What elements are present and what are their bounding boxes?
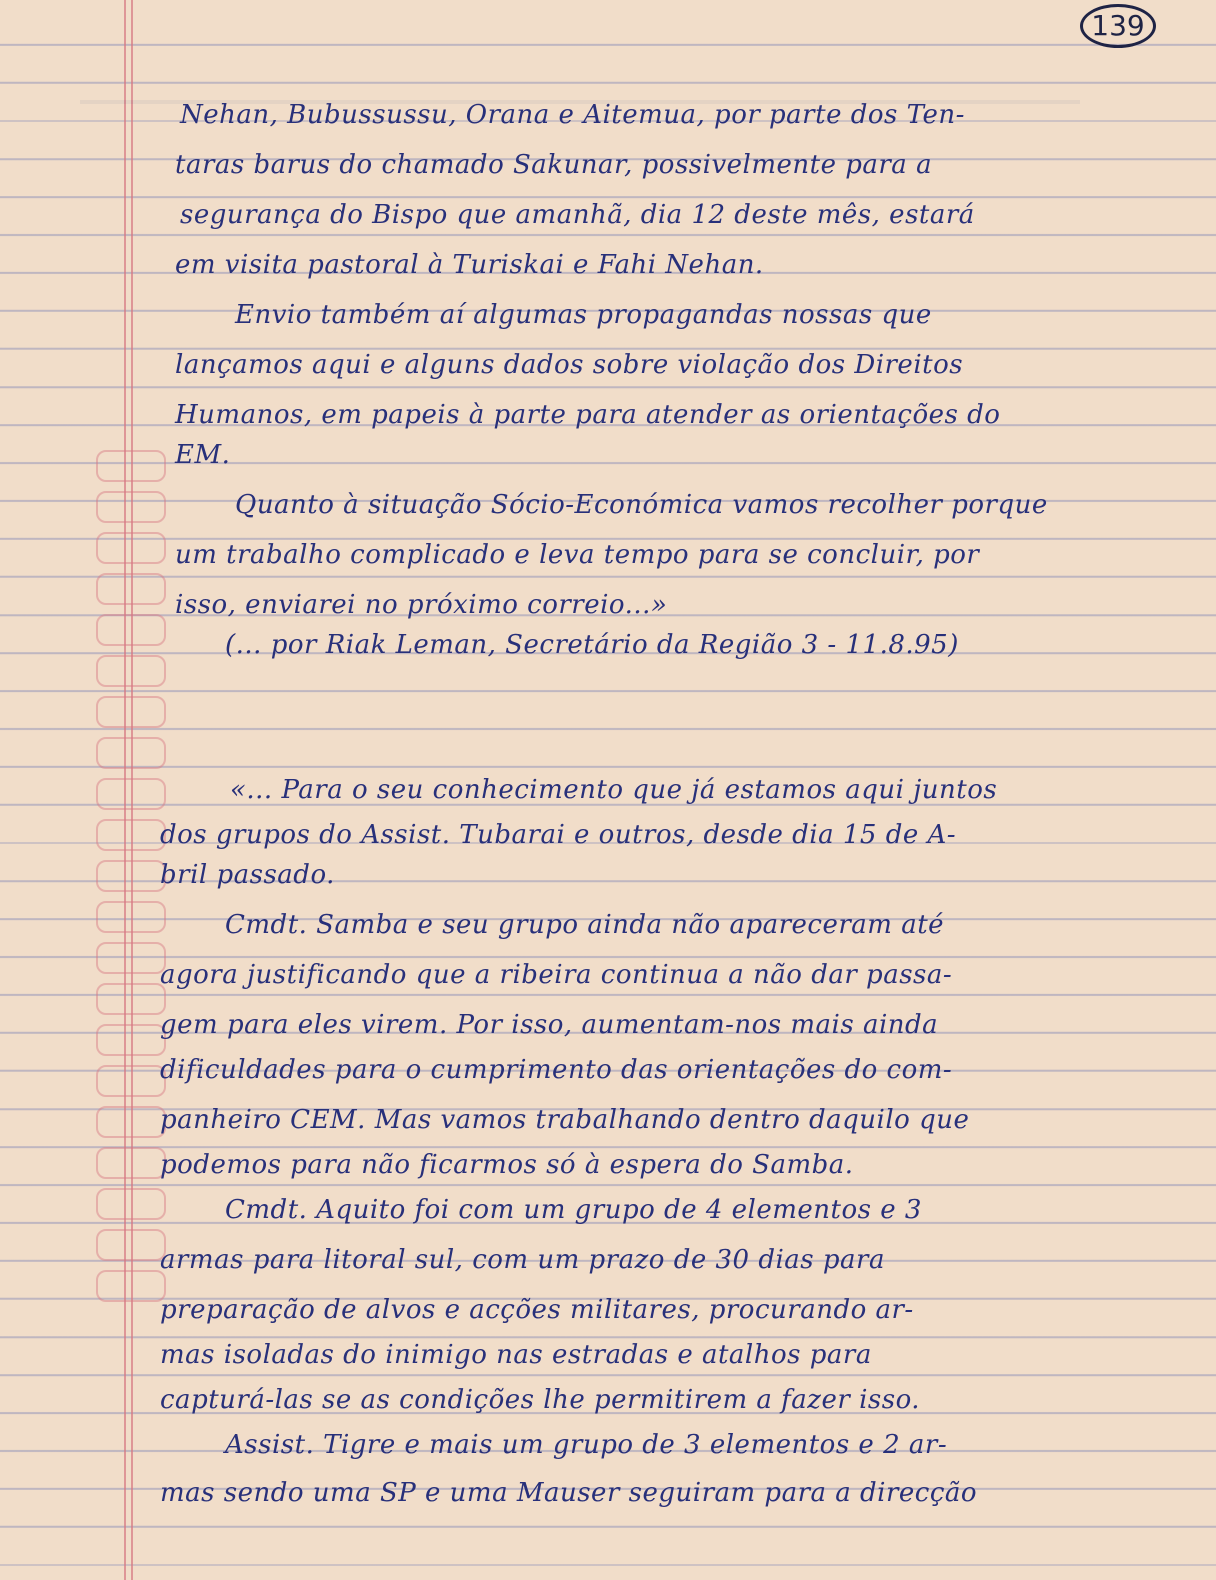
- handwritten-line: dificuldades para o cumprimento das orientações do com-: [160, 1055, 953, 1085]
- page-number: 139: [1080, 4, 1156, 48]
- handwritten-line: mas isoladas do inimigo nas estradas e atalhos para: [160, 1340, 872, 1370]
- handwritten-line: EM.: [175, 440, 231, 470]
- handwritten-line: panheiro CEM. Mas vamos trabalhando dentro daquilo que: [160, 1105, 970, 1135]
- margin-tab: [96, 1188, 166, 1220]
- handwritten-line: mas sendo uma SP e uma Mauser seguiram para a direcção: [160, 1478, 978, 1508]
- handwritten-line: preparação de alvos e acções militares, procurando ar-: [160, 1295, 914, 1325]
- margin-tab-strip: [96, 450, 166, 1311]
- margin-tab: [96, 1270, 166, 1302]
- margin-tab: [96, 450, 166, 482]
- margin-tab: [96, 1147, 166, 1179]
- handwritten-line: lançamos aqui e alguns dados sobre violação dos Direitos: [175, 350, 964, 380]
- handwritten-line: Envio também aí algumas propagandas nossas que: [235, 300, 932, 330]
- handwritten-line: capturá-las se as condições lhe permitirem a fazer isso.: [160, 1385, 921, 1415]
- margin-tab: [96, 737, 166, 769]
- handwritten-line: Assist. Tigre e mais um grupo de 3 elementos e 2 ar-: [225, 1430, 948, 1460]
- handwritten-line: armas para litoral sul, com um prazo de 30 dias para: [160, 1245, 885, 1275]
- handwritten-line: agora justificando que a ribeira continua a não dar passa-: [160, 960, 953, 990]
- handwritten-line: podemos para não ficarmos só à espera do Samba.: [160, 1150, 854, 1180]
- margin-tab: [96, 819, 166, 851]
- margin-tab: [96, 573, 166, 605]
- handwritten-line: isso, enviarei no próximo correio...»: [175, 590, 668, 620]
- handwritten-line: Nehan, Bubussussu, Orana e Aitemua, por parte dos Ten-: [180, 100, 965, 130]
- margin-tab: [96, 1065, 166, 1097]
- handwritten-line: Humanos, em papeis à parte para atender as orientações do: [175, 400, 1001, 430]
- margin-tab: [96, 1229, 166, 1261]
- handwritten-line: Quanto à situação Sócio-Económica vamos recolher porque: [235, 490, 1048, 520]
- margin-tab: [96, 778, 166, 810]
- handwritten-line: bril passado.: [160, 860, 335, 890]
- handwritten-line: gem para eles virem. Por isso, aumentam-nos mais ainda: [160, 1010, 939, 1040]
- handwritten-line: Cmdt. Aquito foi com um grupo de 4 elementos e 3: [225, 1195, 922, 1225]
- margin-tab: [96, 901, 166, 933]
- margin-tab: [96, 860, 166, 892]
- margin-tab: [96, 696, 166, 728]
- handwritten-line: Cmdt. Samba e seu grupo ainda não apareceram até: [225, 910, 945, 940]
- handwritten-line: (... por Riak Leman, Secretário da Região 3 - 11.8.95): [225, 630, 959, 660]
- margin-tab: [96, 532, 166, 564]
- handwritten-line: «... Para o seu conhecimento que já estamos aqui juntos: [230, 775, 998, 805]
- handwritten-line: em visita pastoral à Turiskai e Fahi Nehan.: [175, 250, 764, 280]
- margin-tab: [96, 942, 166, 974]
- margin-tab: [96, 655, 166, 687]
- margin-tab: [96, 1106, 166, 1138]
- handwritten-line: taras barus do chamado Sakunar, possivelmente para a: [175, 150, 933, 180]
- margin-tab: [96, 983, 166, 1015]
- handwritten-line: segurança do Bispo que amanhã, dia 12 deste mês, estará: [180, 200, 975, 230]
- margin-tab: [96, 1024, 166, 1056]
- handwritten-line: dos grupos do Assist. Tubarai e outros, desde dia 15 de A-: [160, 820, 957, 850]
- handwritten-line: um trabalho complicado e leva tempo para se concluir, por: [175, 540, 980, 570]
- margin-tab: [96, 491, 166, 523]
- margin-tab: [96, 614, 166, 646]
